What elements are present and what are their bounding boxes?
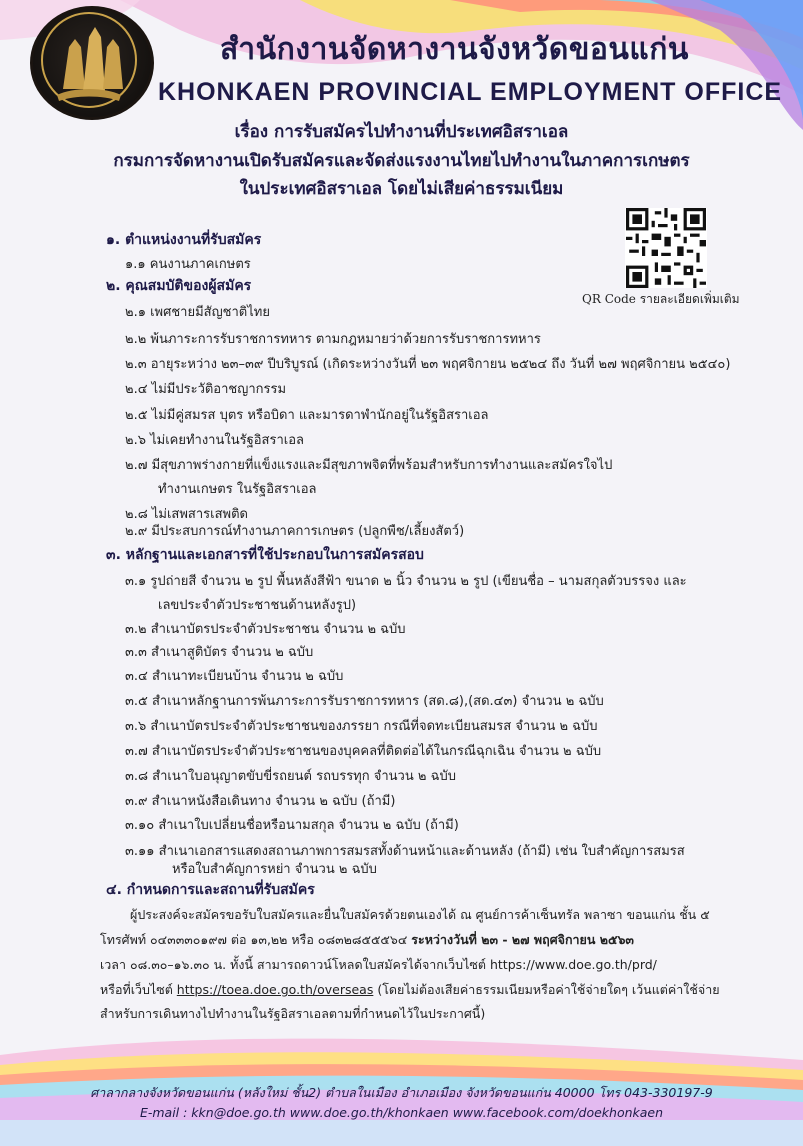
office-name-thai: สำนักงานจัดหางานจังหวัดขอนแก่น	[220, 32, 689, 67]
footer-address: ศาลากลางจังหวัดขอนแก่น (หลังใหม่ ชั้น2) ตำบลในเมือง อำเภอเมือง จังหวัดขอนแก่น 40000 โทร 043-330197-9	[90, 1085, 713, 1100]
office-seal-logo	[30, 6, 154, 120]
section-2-title: ๒. คุณสมบัติของผู้สมัคร	[106, 278, 252, 294]
list-item: ๒.๒ พ้นภาระการรับราชการทหาร ตามกฎหมายว่าด้วยการรับราชการทหาร	[125, 332, 541, 347]
phone-text: โทรศัพท์ ๐๔๓๓๓๐๑๙๗ ต่อ ๑๓,๒๒ หรือ ๐๘๓๒๘๕๕๕๖๔	[100, 932, 412, 947]
application-dates: ระหว่างวันที่ ๒๓ - ๒๗ พฤศจิกายน ๒๕๖๓	[411, 932, 634, 947]
list-item: ๓.๑ รูปถ่ายสี จำนวน ๒ รูป พื้นหลังสีฟ้า ขนาด ๒ นิ้ว จำนวน ๒ รูป (เขียนชื่อ – นามสกุลตัวบรรจง และ	[125, 574, 687, 589]
notice-subject: เรื่อง การรับสมัครไปทำงานที่ประเทศอิสราเอล	[234, 122, 569, 142]
list-item: ๑.๑ คนงานภาคเกษตร	[125, 257, 251, 272]
notice-heading-line-2: กรมการจัดหางานเปิดรับสมัครและจัดส่งแรงงานไทยไปทำงานในภาคการเกษตร	[113, 151, 690, 171]
schedule-paragraph-line-2	[100, 930, 634, 950]
list-item-continuation: เลขประจำตัวประชาชนด้านหลังรูป)	[158, 598, 357, 613]
list-item: ๓.๑๑ สำเนาเอกสารแสดงสถานภาพการสมรสทั้งด้านหน้าและด้านหลัง (ถ้ามี) เช่น ใบสำคัญการสมรส	[125, 844, 685, 859]
fee-note: (โดยไม่ต้องเสียค่าธรรมเนียมหรือค่าใช้จ่ายใดๆ เว้นแต่ค่าใช้จ่าย	[373, 982, 720, 997]
office-name-english: KHONKAEN PROVINCIAL EMPLOYMENT OFFICE	[158, 78, 783, 106]
list-item-continuation: หรือใบสำคัญการหย่า จำนวน ๒ ฉบับ	[172, 862, 377, 877]
schedule-paragraph-line-5: สำหรับการเดินทางไปทำงานในรัฐอิสราเอลตามที่กำหนดไว้ในประกาศนี้)	[100, 1006, 486, 1021]
toea-link[interactable]: https://toea.doe.go.th/overseas	[176, 982, 374, 997]
qr-code[interactable]	[625, 208, 707, 288]
list-item: ๒.๕ ไม่มีคู่สมรส บุตร หรือบิดา และมารดาพำนักอยู่ในรัฐอิสราเอล	[125, 408, 489, 423]
list-item: ๒.๙ มีประสบการณ์ทำงานภาคการเกษตร (ปลูกพืช/เลี้ยงสัตว์)	[125, 524, 465, 539]
schedule-paragraph-line-4	[100, 980, 720, 1000]
footer-contacts: E-mail : kkn@doe.go.th www.doe.go.th/khonkaen www.facebook.com/doekhonkaen	[139, 1105, 664, 1120]
list-item: ๒.๓ อายุระหว่าง ๒๓–๓๙ ปีบริบูรณ์ (เกิดระหว่างวันที่ ๒๓ พฤศจิกายน ๒๕๒๔ ถึง วันที่ ๒๗ พฤศจิกายน ๒๕๔๐)	[125, 357, 731, 372]
qr-caption: QR Code รายละเอียดเพิ่มเติม	[582, 292, 740, 306]
list-item: ๓.๑๐ สำเนาใบเปลี่ยนชื่อหรือนามสกุล จำนวน ๒ ฉบับ (ถ้ามี)	[125, 818, 459, 833]
list-item: ๓.๗ สำเนาบัตรประจำตัวประชาชนของบุคคลที่ติดต่อได้ในกรณีฉุกเฉิน จำนวน ๒ ฉบับ	[125, 744, 602, 759]
section-3-title: ๓. หลักฐานและเอกสารที่ใช้ประกอบในการสมัครสอบ	[106, 547, 424, 563]
notice-heading-line-3: ในประเทศอิสราเอล โดยไม่เสียค่าธรรมเนียม	[239, 179, 564, 199]
list-item: ๒.๑ เพศชายมีสัญชาติไทย	[125, 305, 270, 320]
list-item: ๓.๖ สำเนาบัตรประจำตัวประชาชนของภรรยา กรณีที่จดทะเบียนสมรส จำนวน ๒ ฉบับ	[125, 719, 598, 734]
website-prefix: หรือที่เว็บไซต์	[100, 982, 177, 997]
list-item: ๒.๘ ไม่เสพสารเสพติด	[125, 507, 248, 522]
list-item: ๓.๒ สำเนาบัตรประจำตัวประชาชน จำนวน ๒ ฉบับ	[125, 622, 406, 637]
list-item: ๓.๙ สำเนาหนังสือเดินทาง จำนวน ๒ ฉบับ (ถ้ามี)	[125, 794, 396, 809]
list-item: ๓.๓ สำเนาสูติบัตร จำนวน ๒ ฉบับ	[125, 645, 314, 660]
schedule-paragraph-line-3: เวลา ๐๘.๓๐–๑๖.๓๐ น. ทั้งนี้ สามารถดาวน์โหลดใบสมัครได้จากเว็บไซต์ https://www.doe.go.th/prd/	[100, 957, 657, 972]
section-1-title: ๑. ตำแหน่งงานที่รับสมัคร	[106, 232, 262, 248]
list-item: ๒.๔ ไม่มีประวัติอาชญากรรม	[125, 382, 287, 397]
schedule-paragraph-line-1: ผู้ประสงค์จะสมัครขอรับใบสมัครและยื่นใบสมัครด้วยตนเองได้ ณ ศูนย์การค้าเซ็นทรัล พลาซา ขอนแก่น ชั้น ๕	[130, 907, 710, 922]
section-4-title: ๔. กำหนดการและสถานที่รับสมัคร	[106, 882, 315, 898]
list-item: ๓.๕ สำเนาหลักฐานการพ้นภาระการรับราชการทหาร (สด.๘),(สด.๔๓) จำนวน ๒ ฉบับ	[125, 694, 604, 709]
list-item-continuation: ทำงานเกษตร ในรัฐอิสราเอล	[158, 482, 317, 497]
list-item: ๒.๖ ไม่เคยทำงานในรัฐอิสราเอล	[125, 433, 304, 448]
list-item: ๒.๗ มีสุขภาพร่างกายที่แข็งแรงและมีสุขภาพจิตที่พร้อมสำหรับการทำงานและสมัครใจไป	[125, 458, 613, 473]
list-item: ๓.๘ สำเนาใบอนุญาตขับขี่รถยนต์ รถบรรทุก จำนวน ๒ ฉบับ	[125, 769, 456, 784]
list-item: ๓.๔ สำเนาทะเบียนบ้าน จำนวน ๒ ฉบับ	[125, 669, 344, 684]
